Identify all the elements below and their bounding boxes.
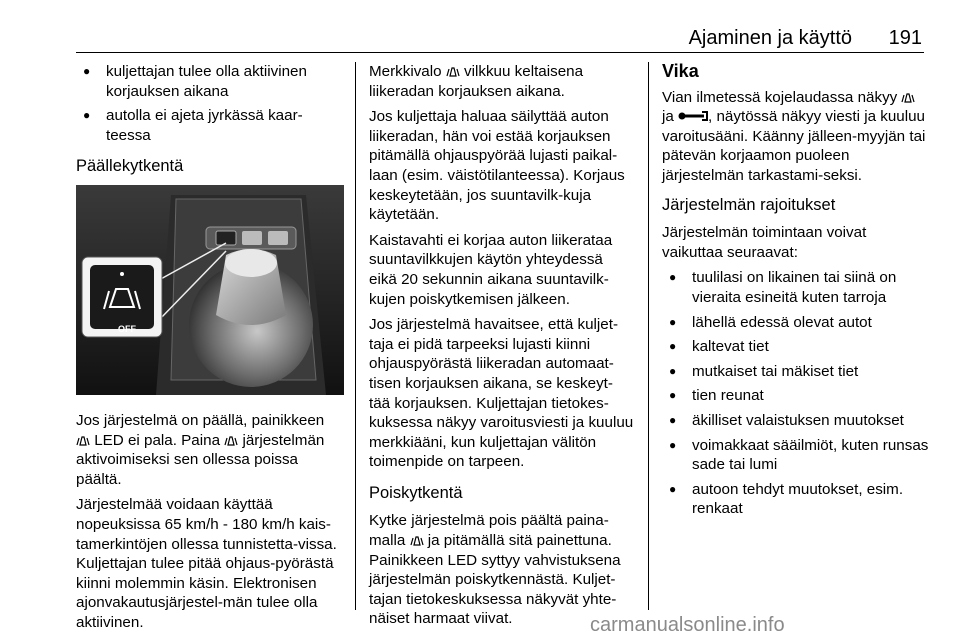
list-item: ● mutkaiset tai mäkiset tiet [662, 362, 930, 382]
lane-assist-button-photo [76, 185, 344, 395]
bullet-list [662, 268, 930, 519]
bullet-list [76, 62, 344, 145]
page-header [76, 0, 924, 53]
console-illustration [76, 185, 344, 395]
column-divider [648, 62, 649, 610]
paragraph: Merkkivalo vilkkuu keltaisena liikeradan korjauksen aikana. [369, 63, 584, 100]
wrench-icon [678, 108, 708, 120]
lane-keep-icon [76, 432, 90, 444]
list-item: ● lähellä edessä olevat autot [662, 313, 930, 333]
section-heading: Vika [662, 61, 699, 81]
column-3 [662, 62, 930, 525]
list-item: ● autolla ei ajeta jyrkässä kaar-teessa [76, 106, 344, 145]
watermark: carmanualsonline.info [590, 614, 785, 636]
lane-keep-icon [410, 532, 424, 544]
section-heading: Poiskytkentä [369, 483, 463, 502]
list-item: ● tuulilasi on likainen tai siinä on vieraita esineitä kuten tarroja [662, 268, 930, 307]
list-item: ● tien reunat [662, 386, 930, 406]
list-item: ● kaltevat tiet [662, 337, 930, 357]
header-title: Ajaminen ja käyttö [688, 27, 852, 49]
column-2 [369, 62, 634, 635]
paragraph: Vian ilmetessä kojelaudassa näkyy ja , näytössä näkyy viesti ja kuuluu varoitusääni. Käänny jälleen-myyjän tai pätevän korjaamon puoleen järjestelmän tarkastami-seksi. [662, 88, 926, 184]
column-divider [355, 62, 356, 610]
paragraph: Jos kuljettaja haluaa säilyttää auton liikeradan, hän voi estää korjauksen pitämällä ohjauspyörää lujasti paikal-laan (esim. väistötilanteessa). Korjaus keskeytetään, jos suuntavilk-kuja käytetään. [369, 108, 625, 224]
section-heading: Päällekytkentä [76, 157, 184, 176]
paragraph: Kytke järjestelmä pois päältä paina-malla ja pitämällä sitä painettuna. Painikkeen LED syttyy vahvistuksena järjestelmän poiskytkennästä. Kuljet-tajan tietokeskuksessa näkyvät yhte-näiset harmaat viivat. [369, 512, 621, 628]
column-1 [76, 62, 344, 639]
paragraph: Jos järjestelmä havaitsee, että kuljet-taja ei pidä tarpeeksi lujasti kiinni ohjauspyörästä liikeradan automaat-tisen korjauksen aikana, se keskeyt-tää korjauksen. Kuljettajan tietokes-kuksessa näkyy varoitusviesti ja kuuluu merkkiääni, kun kuljettajan välitön toimenpide on tarpeen. [369, 316, 634, 471]
page-number: 191 [888, 27, 922, 49]
lane-keep-icon [224, 432, 238, 444]
paragraph: Järjestelmää voidaan käyttää nopeuksissa 65 km/h - 180 km/h kais-tamerkintöjen ollessa tunnistetta-vissa. Kuljettajan tulee pitää ohjaus-pyörästä kiinni molemmin käsin. Elektronisen ajonvakautusjärjestel-män tulee olla aktiivinen. [76, 496, 337, 631]
paragraph: Järjestelmän toimintaan voivat vaikuttaa seuraavat: [662, 224, 867, 261]
lane-keep-icon [901, 89, 915, 101]
list-item: ● voimakkaat sääilmiöt, kuten runsas sade tai lumi [662, 436, 930, 475]
list-item: ● autoon tehdyt muutokset, esim. renkaat [662, 480, 930, 519]
paragraph: Kaistavahti ei korjaa auton liikerataa suuntavilkkujen käytön yhteydessä eikä 20 sekunnin aikana suuntavilk-kujen poiskytkemisen jälkeen. [369, 231, 613, 308]
list-item: ● äkilliset valaistuksen muutokset [662, 411, 930, 431]
paragraph: Jos järjestelmä on päällä, painikkeen LED ei pala. Paina järjestelmän aktivoimiseksi sen ollessa poissa päältä. [76, 411, 325, 488]
off-button-label: OFF [118, 323, 136, 334]
list-item: ● kuljettajan tulee olla aktiivinen korjauksen aikana [76, 62, 344, 101]
section-heading: Järjestelmän rajoitukset [662, 195, 836, 214]
lane-keep-icon [446, 63, 460, 75]
